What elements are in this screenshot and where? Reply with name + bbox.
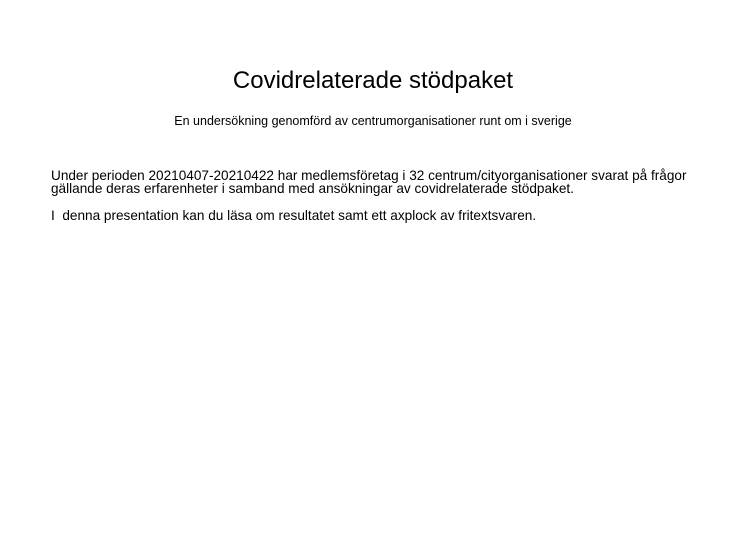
slide-title: Covidrelaterade stödpaket	[232, 67, 514, 94]
slide-body	[51, 169, 721, 236]
slide-subtitle: En undersökning genomförd av centrumorganisationer runt om i sverige	[174, 114, 572, 128]
presentation-paragraph: I denna presentation kan du läsa om resultatet samt ett axplock av fritextsvaren.	[51, 208, 537, 223]
intro-paragraph: Under perioden 20210407-20210422 har medlemsföretag i 32 centrum/cityorganisationer svarat på frågor gällande deras erfarenheter i samband med ansökningar av covidrelaterade stödpaket.	[51, 168, 687, 196]
